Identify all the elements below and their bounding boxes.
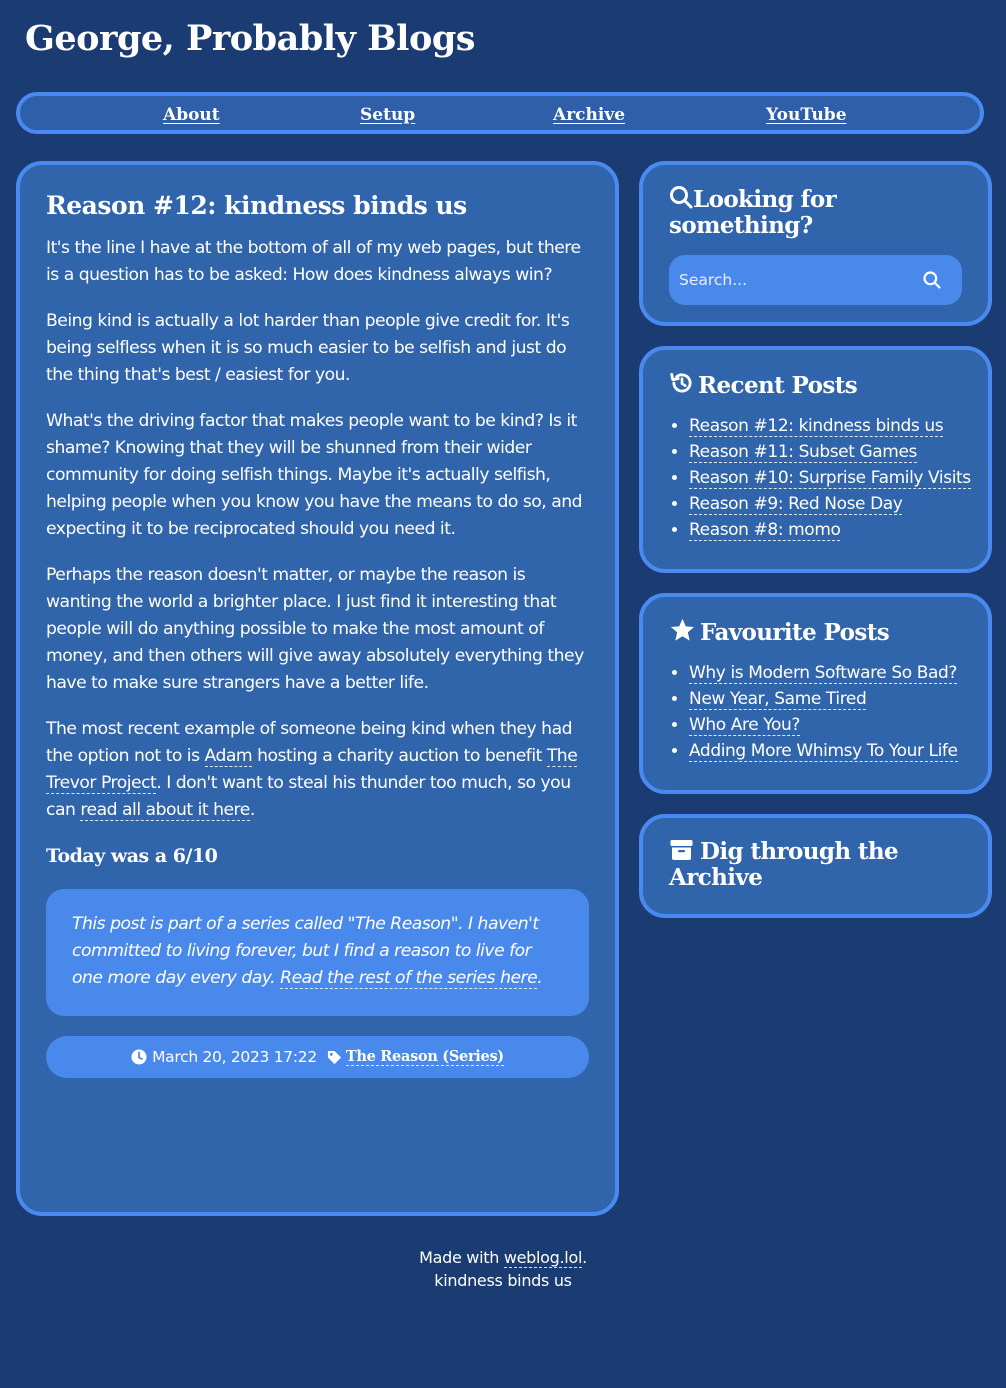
list-item [689, 660, 962, 686]
search-input[interactable] [669, 255, 909, 305]
p5-text-1: The most recent example of someone being kind when they had the option not to is [46, 719, 573, 766]
list-item [689, 413, 962, 439]
p5-text-2: hosting a charity auction to benefit [252, 746, 547, 766]
recent-post-link[interactable]: Reason #10: Surprise Family Visits [689, 468, 971, 488]
footer-made-with: Made with [419, 1248, 504, 1267]
list-item [689, 738, 962, 764]
footer-tagline: kindness binds us [434, 1271, 572, 1290]
list-item [689, 712, 962, 738]
star-icon [669, 617, 696, 644]
list-item [689, 465, 971, 491]
favourite-posts-card [639, 593, 992, 794]
history-icon [669, 370, 695, 396]
list-item [689, 686, 962, 712]
day-rating: Today was a 6/10 [46, 845, 218, 867]
post-tag-link[interactable]: The Reason (Series) [345, 1048, 504, 1065]
adam-link[interactable]: Adam [204, 746, 253, 766]
site-footer [0, 1246, 1006, 1292]
series-callout [46, 889, 589, 1016]
favourite-posts-list [669, 660, 962, 764]
search-icon [669, 185, 693, 209]
footer-dot: . [582, 1248, 587, 1267]
archive-box-icon [669, 838, 694, 862]
clock-icon [131, 1049, 147, 1065]
search-submit-icon[interactable] [922, 270, 942, 290]
read-all-link[interactable]: read all about it here [80, 800, 250, 820]
post-paragraph-2: Being kind is actually a lot harder than people give credit for. It's being selfless when it is so much easier to be selfish and just do the thing that's best / easiest for you. [46, 311, 570, 385]
nav-setup[interactable]: Setup [360, 105, 416, 125]
favourite-post-link[interactable]: Adding More Whimsy To Your Life [689, 741, 958, 761]
callout-end: . [537, 968, 543, 988]
post-paragraph-3: What's the driving factor that makes people want to be kind? Is it shame? Knowing that they will be shunned from their wider community for doing selfish things. Maybe it's actually selfish, helping people when you know you have the means to do so, and expecting it to be reciprocated should you need it. [46, 411, 583, 539]
search-card [639, 161, 992, 326]
callout-text: This post is part of a series called "The Reason". I haven't committed to living forever, but I find a reason to live for one more day every day. [72, 914, 539, 988]
favourite-post-link[interactable]: Why is Modern Software So Bad? [689, 663, 958, 683]
list-item [689, 517, 962, 543]
p5-text-4: . [249, 800, 255, 820]
favourite-posts-title-text: Favourite Posts [700, 619, 890, 646]
recent-post-link[interactable]: Reason #12: kindness binds us [689, 416, 944, 436]
site-title[interactable]: George, Probably Blogs [25, 18, 475, 59]
search-card-title [669, 185, 962, 239]
post-title[interactable]: Reason #12: kindness binds us [46, 191, 467, 220]
list-item [689, 439, 962, 465]
recent-posts-title-text: Recent Posts [698, 372, 858, 399]
trevor-project-link[interactable]: The Trevor Project [46, 746, 578, 793]
recent-posts-card [639, 346, 992, 573]
tag-icon [327, 1050, 342, 1065]
post-paragraph-4: Perhaps the reason doesn't matter, or maybe the reason is wanting the world a brighter place. I just find it interesting that people will do anything possible to make the most amount of money, and then others will give away absolutely everything they have to make sure strangers have a better life. [46, 565, 584, 693]
recent-post-link[interactable]: Reason #8: momo [689, 520, 841, 540]
search-card-title-text: Looking for something? [669, 186, 837, 239]
nav-archive[interactable]: Archive [553, 105, 626, 125]
weblog-lol-link[interactable]: weblog.lol [503, 1248, 583, 1267]
nav-about[interactable]: About [163, 105, 220, 125]
list-item [689, 491, 962, 517]
archive-card[interactable] [639, 814, 992, 918]
recent-post-link[interactable]: Reason #11: Subset Games [689, 442, 917, 462]
archive-card-title[interactable] [669, 838, 962, 891]
p5-text-3: . I don't want to steal his thunder too much, so you can [46, 773, 571, 820]
post-paragraph-5 [46, 716, 589, 824]
favourite-post-link[interactable]: Who Are You? [689, 715, 801, 735]
footer-line-1 [0, 1246, 1006, 1269]
nav-youtube[interactable]: YouTube [766, 105, 847, 125]
archive-card-title-text[interactable]: Dig through the Archive [669, 838, 899, 891]
recent-post-link[interactable]: Reason #9: Red Nose Day [689, 494, 903, 514]
search-box [669, 255, 962, 305]
post-paragraph-1: It's the line I have at the bottom of all of my web pages, but there is a question has to be asked: How does kindness always win? [46, 238, 581, 285]
series-link[interactable]: Read the rest of the series here [280, 968, 538, 988]
post-date: March 20, 2023 17:22 [152, 1048, 317, 1066]
favourite-posts-title [669, 617, 962, 646]
favourite-post-link[interactable]: New Year, Same Tired [689, 689, 867, 709]
post-meta [46, 1036, 589, 1078]
blog-post [16, 161, 619, 1216]
recent-posts-list [669, 413, 971, 543]
recent-posts-title [669, 370, 962, 399]
main-nav [16, 92, 984, 134]
